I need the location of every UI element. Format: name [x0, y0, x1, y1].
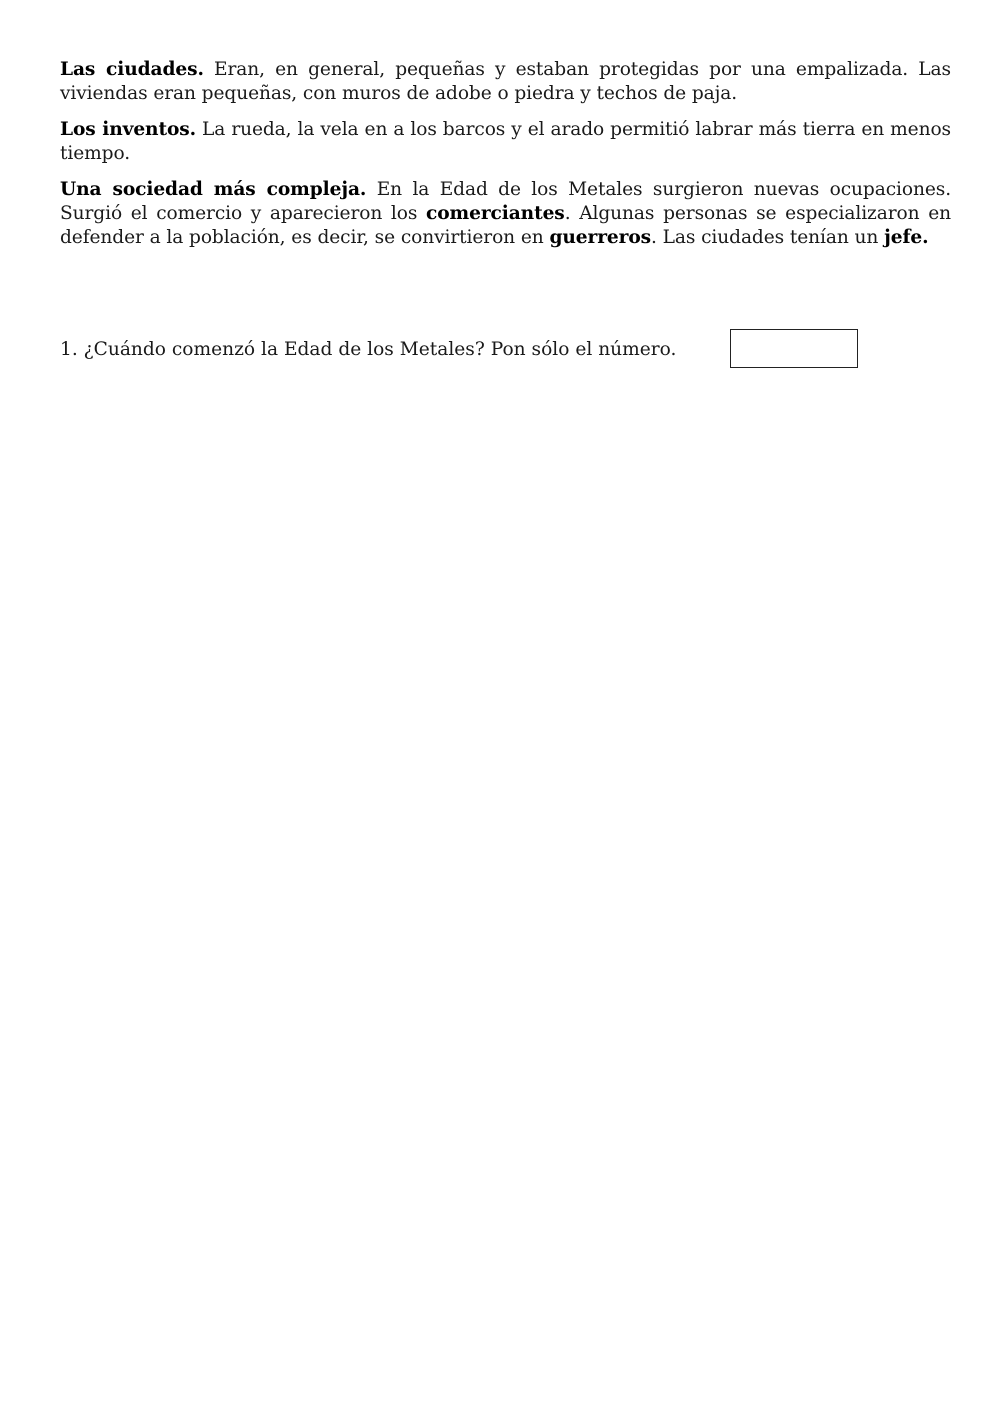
paragraph-sociedad	[60, 178, 951, 250]
paragraph-text: La rueda, la vela en a los barcos y el arado permitió labrar más tierra en menos tiempo.	[60, 119, 951, 164]
paragraph-heading: Una sociedad más compleja.	[60, 179, 367, 200]
paragraph-ciudades	[60, 58, 951, 106]
paragraph-heading: Las ciudades.	[60, 59, 204, 80]
paragraph-text: Eran, en general, pequeñas y estaban protegidas por una empalizada. Las viviendas eran pequeñas, con muros de adobe o piedra y techos de paja.	[60, 59, 951, 104]
paragraph-inventos	[60, 118, 951, 166]
paragraph-heading: Los inventos.	[60, 119, 197, 140]
bold-term: jefe.	[884, 227, 929, 248]
paragraph-text: . Algunas personas se especializaron en defender a la población, es decir, se convirtieron en	[60, 203, 951, 248]
bold-term: guerreros	[549, 227, 651, 248]
paragraph-text: . Las ciudades tenían un	[651, 227, 885, 248]
paragraph-text: En la Edad de los Metales surgieron nuevas ocupaciones. Surgió el comercio y aparecieron los	[60, 179, 951, 224]
bold-term: comerciantes	[426, 203, 565, 224]
question-text: 1. ¿Cuándo comenzó la Edad de los Metales? Pon sólo el número.	[60, 339, 677, 360]
answer-input[interactable]	[730, 329, 858, 368]
reading-passage	[60, 58, 951, 262]
question-1	[60, 329, 960, 370]
